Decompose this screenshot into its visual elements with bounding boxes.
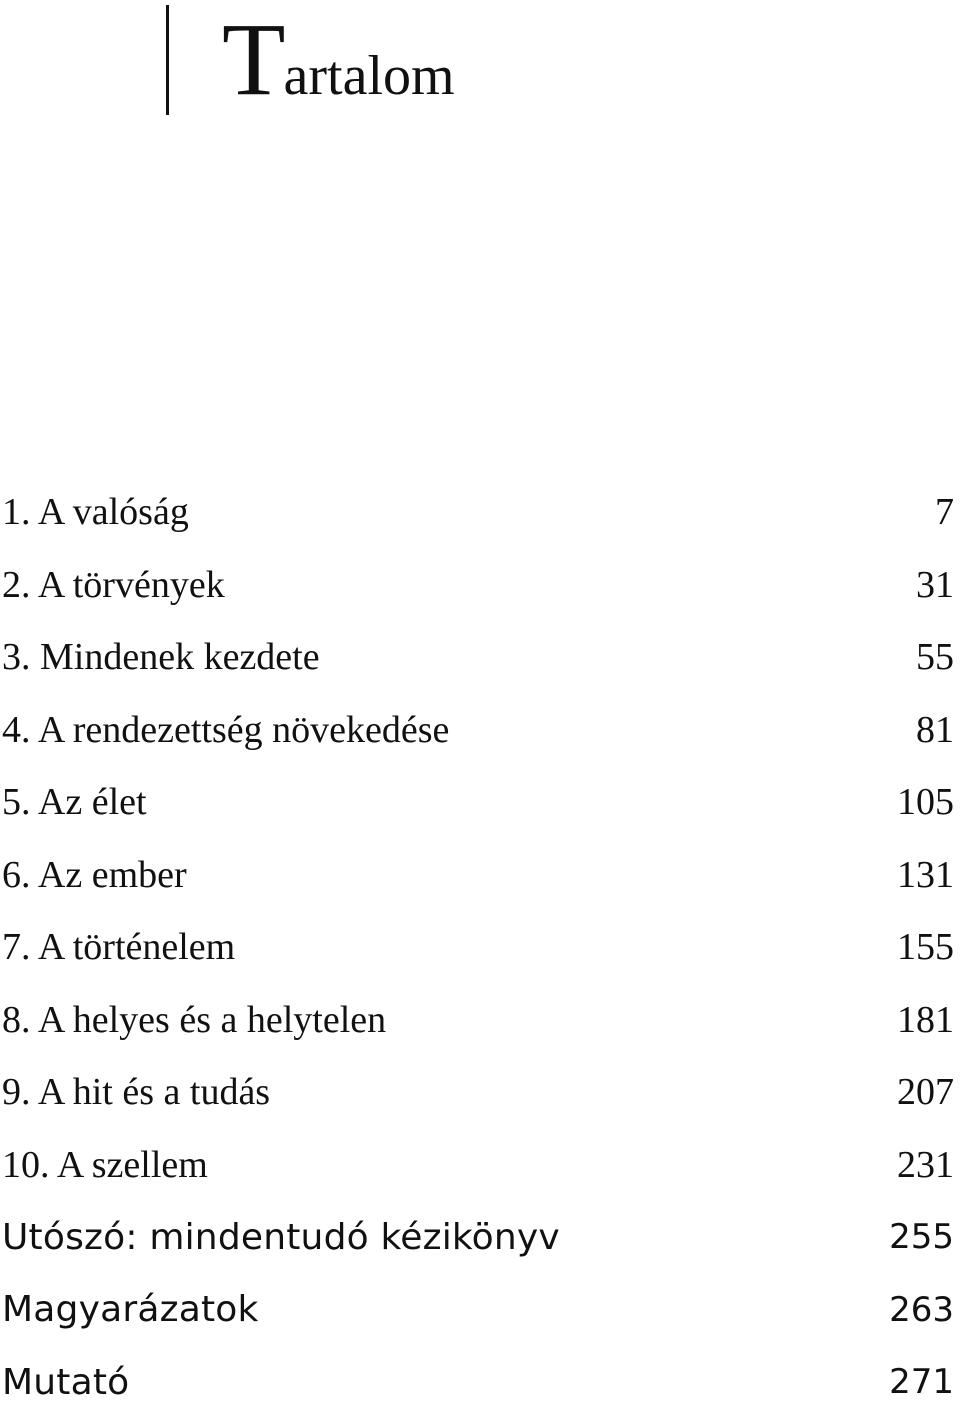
toc-entry-6[interactable] xyxy=(0,839,960,912)
toc-entry-9[interactable] xyxy=(0,1056,960,1129)
toc-entry-page: 31 xyxy=(916,563,954,606)
toc-entry-page: 155 xyxy=(897,926,954,969)
toc-entry-label: 6. Az ember xyxy=(2,853,187,896)
toc-entry-index[interactable] xyxy=(0,1346,960,1419)
toc-entry-label: 1. A valóság xyxy=(2,491,189,534)
toc-entry-label: 3. Mindenek kezdete xyxy=(2,636,320,679)
toc-entry-2[interactable] xyxy=(0,549,960,622)
toc-entry-label: 9. A hit és a tudás xyxy=(2,1071,271,1114)
toc-entry-page: 207 xyxy=(897,1071,954,1114)
toc-entry-page: 7 xyxy=(935,491,954,534)
toc-entry-page: 181 xyxy=(897,998,954,1041)
toc-entry-label: 2. A törvények xyxy=(2,563,225,606)
toc-entry-label: 5. Az élet xyxy=(2,781,147,824)
toc-entry-5[interactable] xyxy=(0,766,960,839)
toc-entry-label: Utószó: mindentudó kézikönyv xyxy=(2,1216,560,1258)
title-divider xyxy=(166,5,169,115)
toc-entry-4[interactable] xyxy=(0,694,960,767)
toc-entry-page: 131 xyxy=(897,853,954,896)
toc-entry-page: 55 xyxy=(916,636,954,679)
toc-entry-8[interactable] xyxy=(0,984,960,1057)
page-title-initial: T xyxy=(222,2,286,117)
toc-entry-label: 10. A szellem xyxy=(2,1143,208,1186)
table-of-contents xyxy=(0,476,960,1419)
toc-entry-label: Magyarázatok xyxy=(2,1289,259,1331)
toc-entry-page: 81 xyxy=(916,708,954,751)
toc-entry-page: 231 xyxy=(897,1143,954,1186)
page-title xyxy=(222,2,455,117)
toc-entry-page: 105 xyxy=(897,781,954,824)
toc-entry-7[interactable] xyxy=(0,911,960,984)
toc-entry-10[interactable] xyxy=(0,1129,960,1202)
toc-entry-page: 271 xyxy=(889,1362,954,1403)
toc-entry-1[interactable] xyxy=(0,476,960,549)
toc-entry-page: 263 xyxy=(889,1289,954,1330)
toc-entry-label: 7. A történelem xyxy=(2,926,236,969)
toc-entry-page: 255 xyxy=(889,1217,954,1258)
toc-entry-3[interactable] xyxy=(0,621,960,694)
toc-entry-notes[interactable] xyxy=(0,1274,960,1347)
toc-entry-afterword[interactable] xyxy=(0,1201,960,1274)
toc-entry-label: 8. A helyes és a helytelen xyxy=(2,998,387,1041)
toc-entry-label: Mutató xyxy=(2,1361,130,1403)
toc-entry-label: 4. A rendezettség növekedése xyxy=(2,708,450,751)
page-title-rest: artalom xyxy=(283,45,455,107)
